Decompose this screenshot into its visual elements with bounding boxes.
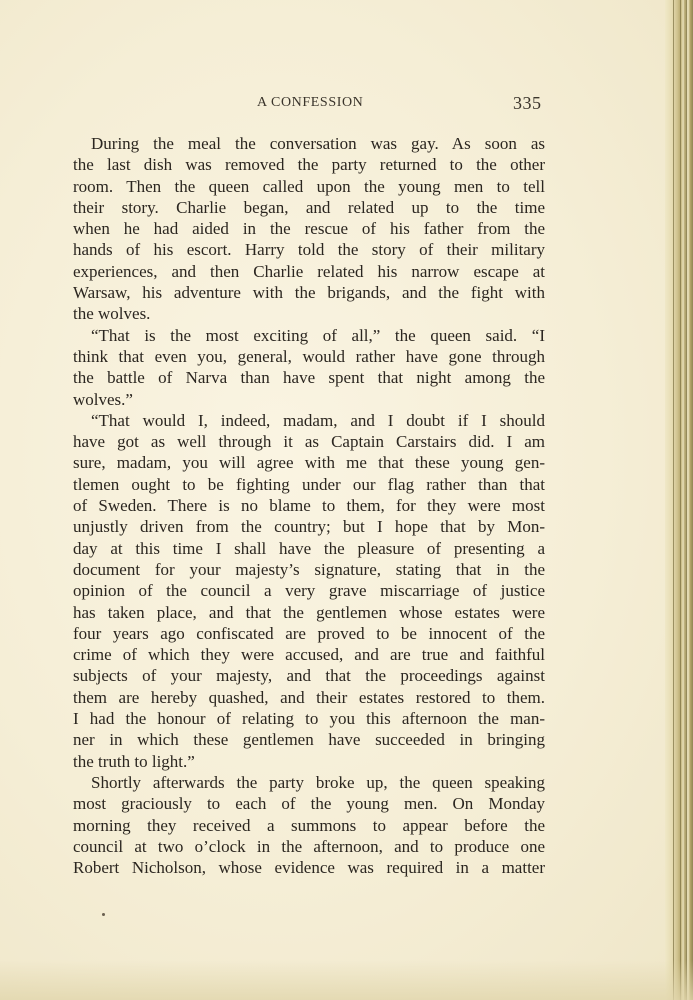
text-line: the truth to light.” bbox=[73, 751, 195, 771]
text-line: document for your majesty’s signature, stating that in the bbox=[73, 559, 545, 579]
text-line: when he had aided in the rescue of his father from the bbox=[73, 219, 545, 239]
text-line: subjects of your majesty, and that the proceedings against bbox=[73, 666, 545, 686]
text-line: Warsaw, his adventure with the brigands, and the fight with bbox=[73, 283, 545, 303]
running-title: A CONFESSION bbox=[257, 95, 364, 110]
text-line: opinion of the council a very grave miscarriage of justice bbox=[73, 581, 545, 601]
text-line: room. Then the queen called upon the young men to tell bbox=[73, 176, 545, 196]
text-line: tlemen ought to be fighting under our flag rather than that bbox=[73, 474, 545, 494]
page-number: 335 bbox=[513, 93, 542, 113]
body-text bbox=[73, 133, 545, 878]
text-line: day at this time I shall have the pleasure of presenting a bbox=[73, 538, 545, 558]
page-header bbox=[0, 93, 693, 117]
text-line: unjustly driven from the country; but I hope that by Mon- bbox=[73, 517, 545, 537]
text-line: of Sweden. There is no blame to them, for they were most bbox=[73, 496, 545, 516]
ink-speck bbox=[102, 913, 105, 916]
text-line: experiences, and then Charlie related his narrow escape at bbox=[73, 261, 545, 281]
text-line: morning they received a summons to appear before the bbox=[73, 815, 545, 835]
spine-line bbox=[680, 0, 681, 1000]
spine-line bbox=[673, 0, 674, 1000]
text-line: the wolves. bbox=[73, 304, 151, 324]
text-line: four years ago confiscated are proved to be innocent of the bbox=[73, 623, 545, 643]
text-line: their story. Charlie began, and related up to the time bbox=[73, 197, 545, 217]
text-line: “That would I, indeed, madam, and I doubt if I should bbox=[91, 410, 545, 430]
text-line: has taken place, and that the gentlemen whose estates were bbox=[73, 602, 545, 622]
text-line: think that even you, general, would rather have gone through bbox=[73, 346, 545, 366]
text-line: Robert Nicholson, whose evidence was required in a matter bbox=[73, 858, 545, 878]
text-line: sure, madam, you will agree with me that these young gen- bbox=[73, 453, 545, 473]
text-line: hands of his escort. Harry told the story of their military bbox=[73, 240, 545, 260]
text-line: I had the honour of relating to you this afternoon the man- bbox=[73, 709, 545, 729]
page-bottom-shadow bbox=[0, 960, 693, 1000]
text-line: “That is the most exciting of all,” the queen said. “I bbox=[91, 325, 545, 345]
spine-line bbox=[686, 0, 687, 1000]
text-line: the battle of Narva than have spent that night among the bbox=[73, 368, 545, 388]
text-line: wolves.” bbox=[73, 389, 133, 409]
text-line: have got as well through it as Captain Carstairs did. I am bbox=[73, 432, 545, 452]
text-line: council at two o’clock in the afternoon, and to produce one bbox=[73, 836, 545, 856]
text-line: crime of which they were accused, and are true and faithful bbox=[73, 645, 545, 665]
book-spine-edge bbox=[665, 0, 693, 1000]
text-line: most graciously to each of the young men. On Monday bbox=[73, 794, 545, 814]
text-line: the last dish was removed the party returned to the other bbox=[73, 155, 545, 175]
text-line: them are hereby quashed, and their estates restored to them. bbox=[73, 687, 545, 707]
text-line: Shortly afterwards the party broke up, the queen speaking bbox=[91, 772, 545, 792]
text-line: ner in which these gentlemen have succeeded in bringing bbox=[73, 730, 545, 750]
text-line: During the meal the conversation was gay. As soon as bbox=[91, 134, 545, 153]
